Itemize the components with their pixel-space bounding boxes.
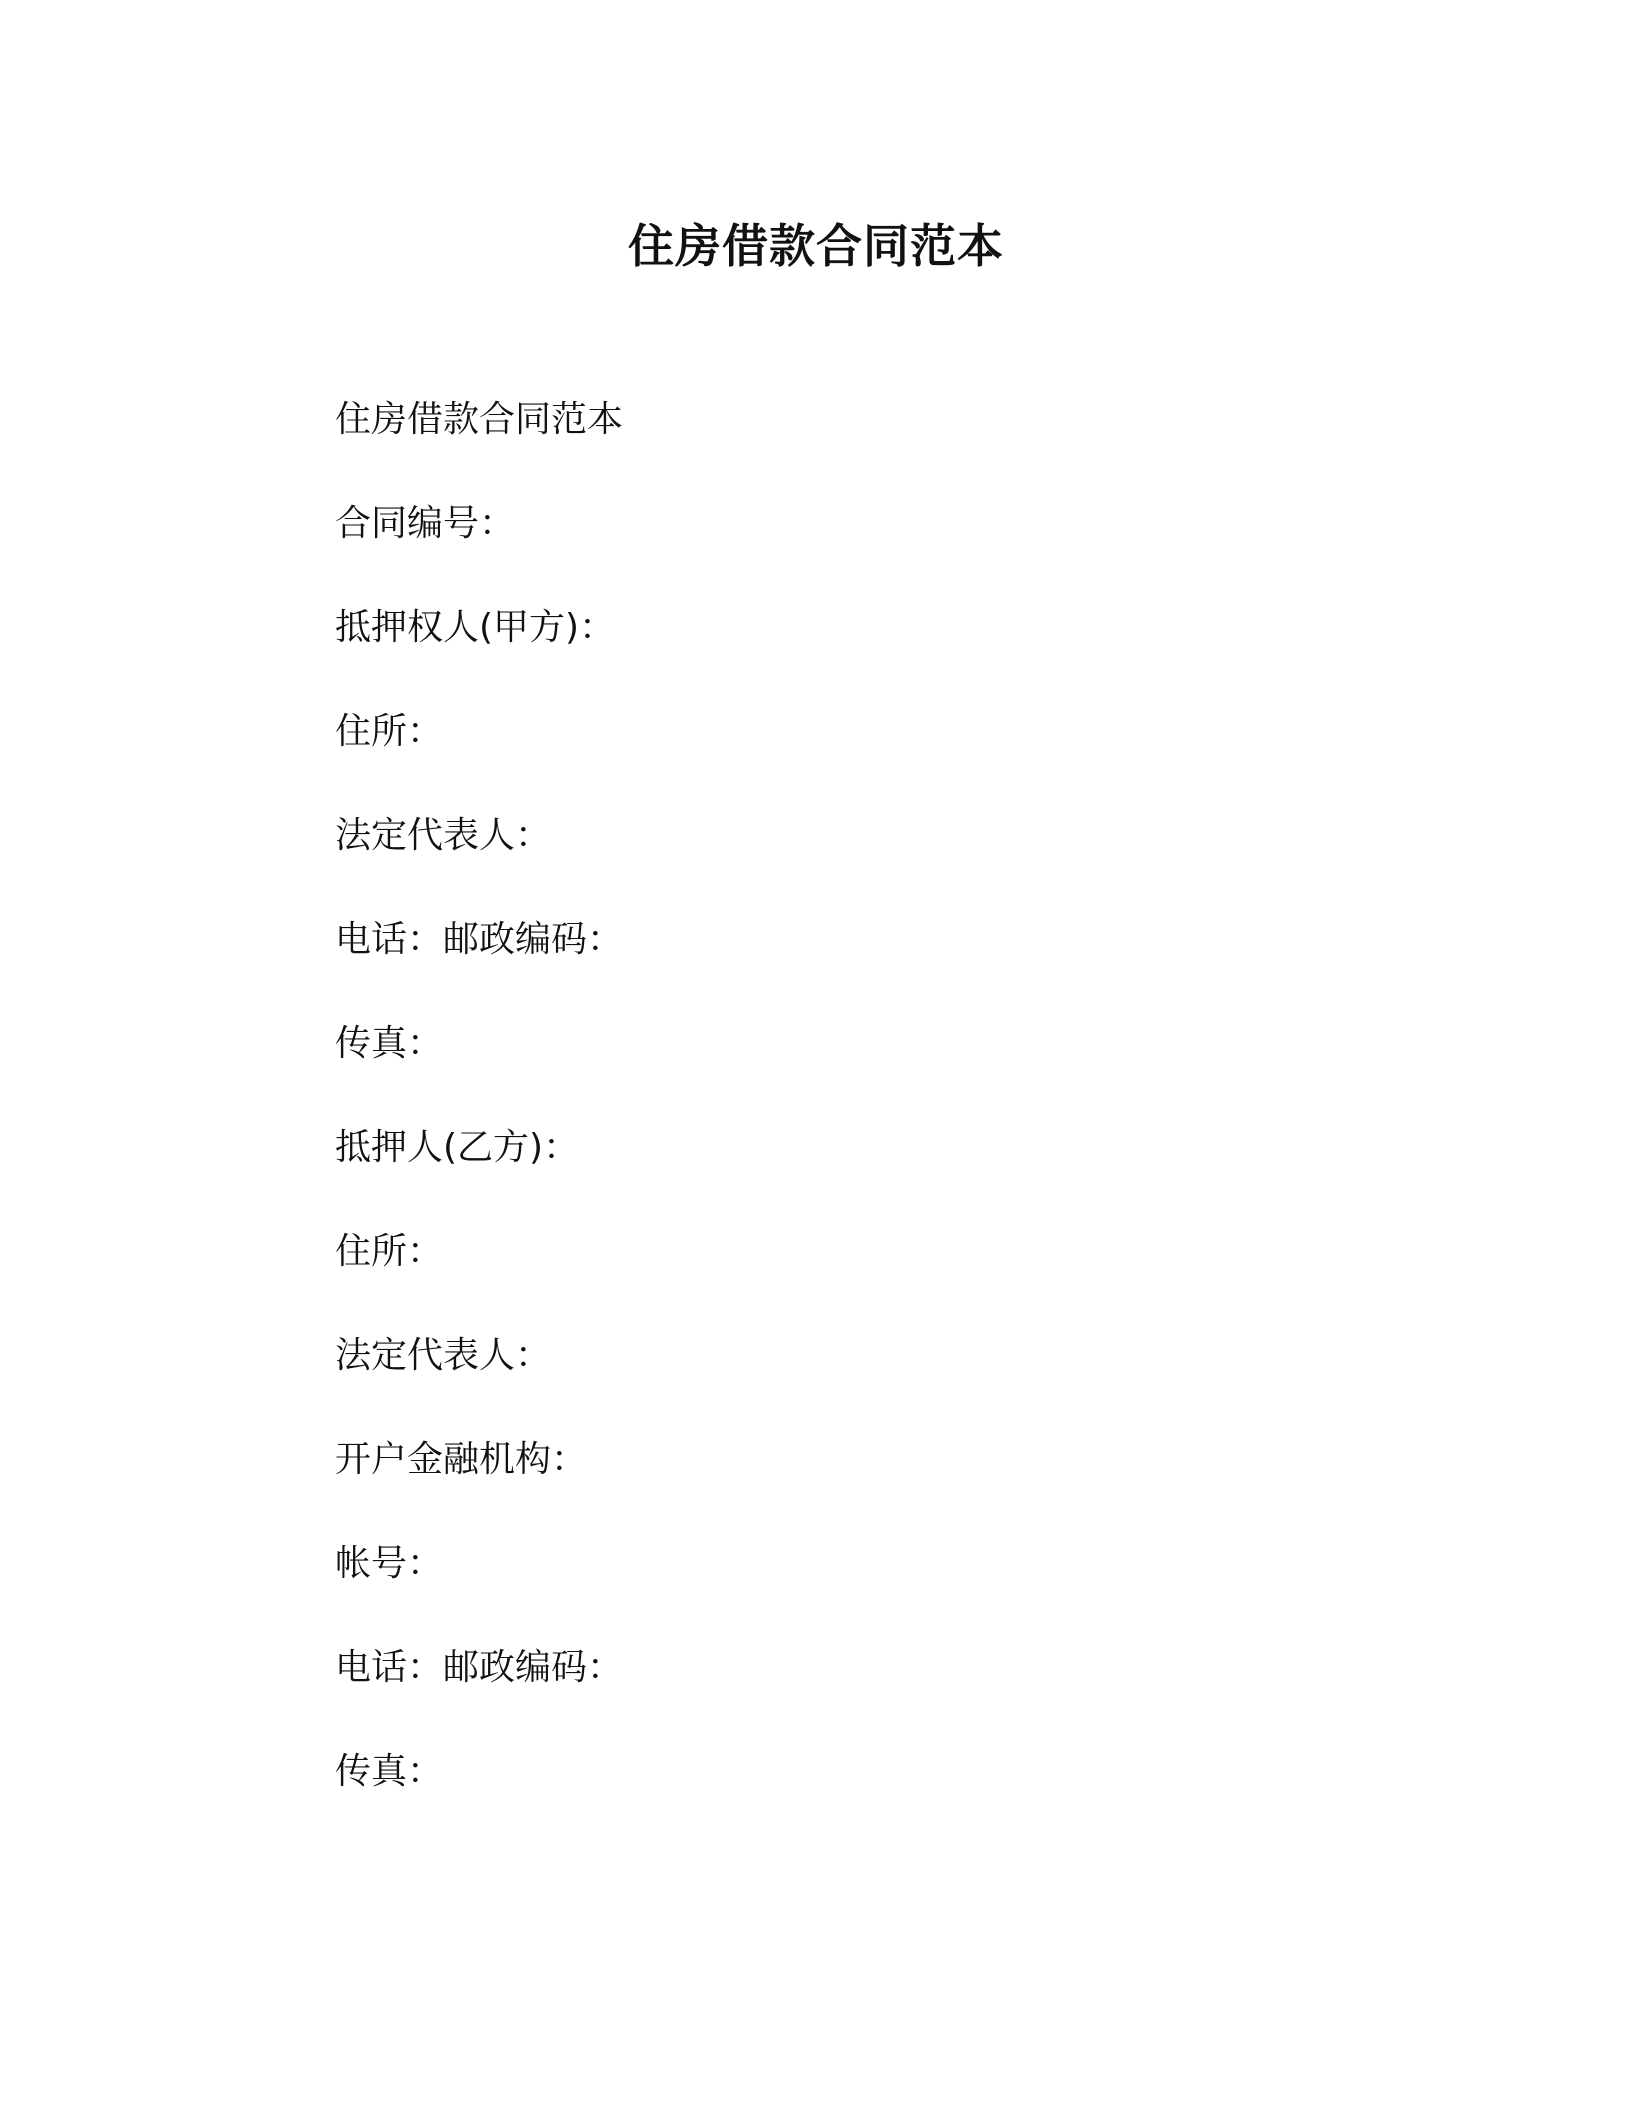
body-line-mortgagee: 抵押权人(甲方)： — [335, 607, 616, 648]
body-line-mortgagee-legal-rep: 法定代表人： — [335, 815, 552, 856]
body-line-mortgagor-phone-postcode: 电话：邮政编码： — [335, 1647, 624, 1688]
body-line-mortgagor: 抵押人(乙方)： — [335, 1127, 580, 1168]
body-line-bank: 开户金融机构： — [335, 1439, 588, 1480]
body-line-account-number: 帐号： — [335, 1543, 444, 1584]
body-line-mortgagee-phone-postcode: 电话：邮政编码： — [335, 919, 624, 960]
body-line-mortgagor-legal-rep: 法定代表人： — [335, 1335, 552, 1376]
document-title: 住房借款合同范本 — [628, 219, 1004, 273]
body-line-mortgagee-address: 住所： — [335, 711, 444, 752]
body-line-mortgagor-address: 住所： — [335, 1231, 444, 1272]
body-line-mortgagor-fax: 传真： — [335, 1751, 444, 1792]
body-line-contract-number: 合同编号： — [335, 503, 516, 544]
body-line-heading: 住房借款合同范本 — [335, 399, 624, 440]
body-line-mortgagee-fax: 传真： — [335, 1023, 444, 1064]
document-body — [335, 394, 1435, 1850]
